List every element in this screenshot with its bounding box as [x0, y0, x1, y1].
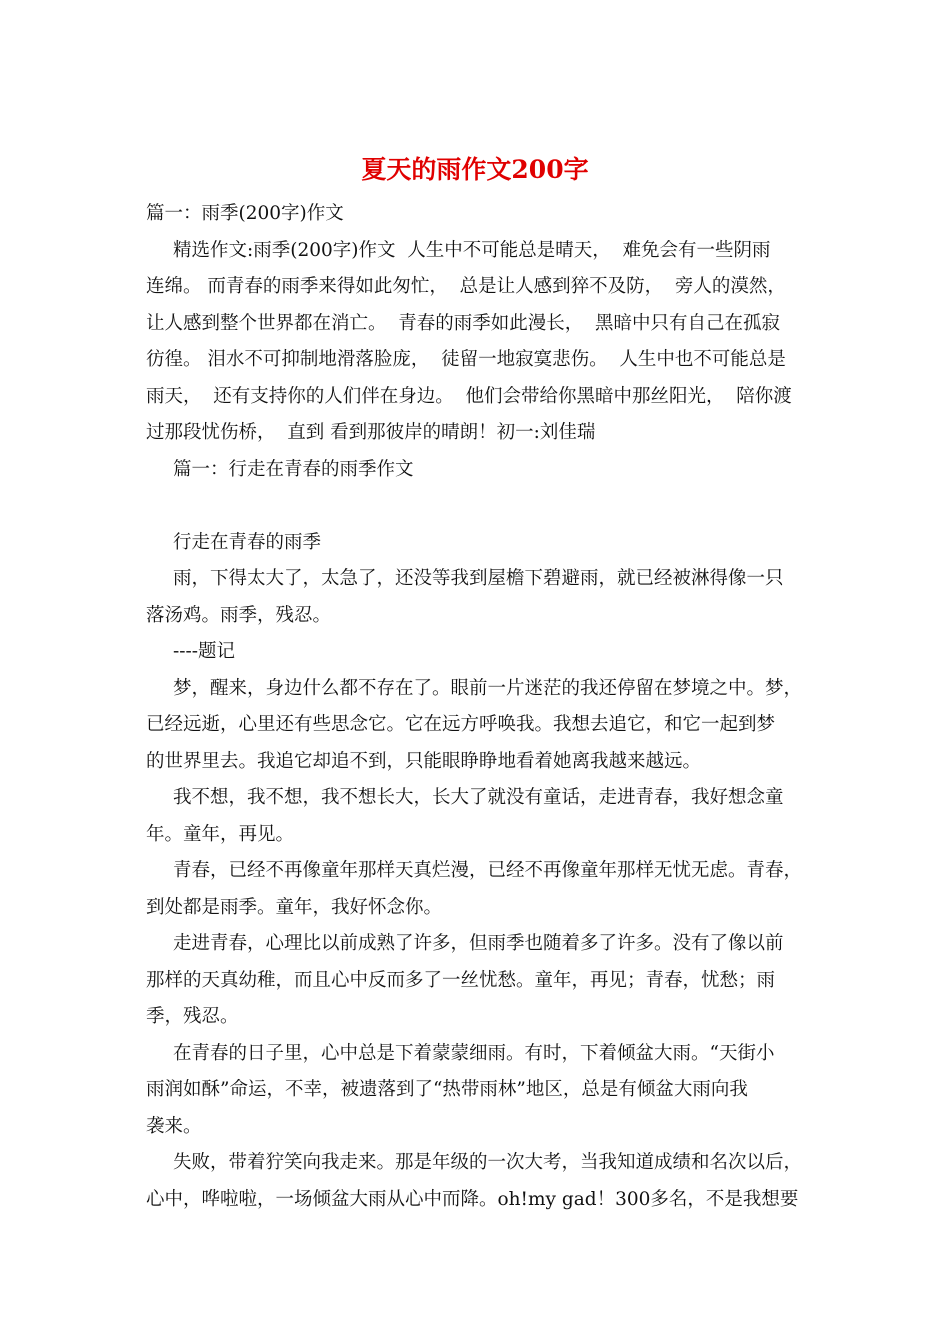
- text-line: 失败，带着狞笑向我走来。那是年级的一次大考，当我知道成绩和名次以后，: [173, 1152, 803, 1173]
- text-line: 落汤鸡。雨季，残忍。: [146, 604, 332, 626]
- text-line: 篇一：雨季(200字)作文: [146, 203, 344, 224]
- text-line: 雨天， 还有支持你的人们伴在身边。 他们会带给你黑暗中那丝阳光， 陪你渡: [146, 385, 792, 407]
- text-line: 到处都是雨季。童年，我好怀念你。: [146, 896, 443, 918]
- text-line: ----题记: [173, 641, 236, 662]
- text-line: 篇一：行走在青春的雨季作文: [173, 458, 414, 480]
- text-line: 让人感到整个世界都在消亡。 青春的雨季如此漫长， 黑暗中只有自己在孤寂: [146, 312, 781, 334]
- text-line: 在青春的日子里，心中总是下着蒙蒙细雨。有时，下着倾盆大雨。“天街小: [173, 1042, 775, 1064]
- text-line: 季，残忍。: [146, 1006, 239, 1027]
- text-line: 的世界里去。我追它却追不到，只能眼睁睁地看着她离我越来越远。: [146, 750, 702, 772]
- text-line: 梦，醒来，身边什么都不存在了。眼前一片迷茫的我还停留在梦境之中。梦，: [173, 677, 803, 699]
- text-line: 行走在青春的雨季: [173, 531, 322, 553]
- text-line: 那样的天真幼稚，而且心中反而多了一丝忧愁。童年，再见；青春，忧愁；雨: [146, 969, 776, 991]
- text-line: 青春，已经不再像童年那样天真烂漫，已经不再像童年那样无忧无虑。青春，: [173, 860, 803, 881]
- text-line: 已经远逝，心里还有些思念它。它在远方呼唤我。我想去追它，和它一起到梦: [146, 714, 776, 735]
- text-line: 我不想，我不想，我不想长大，长大了就没有童话，走进青春，我好想念童: [173, 787, 784, 808]
- text-line: 袭来。: [146, 1115, 202, 1137]
- text-line: 雨润如酥”命运，不幸，被遗落到了“热带雨林”地区，总是有倾盆大雨向我: [146, 1079, 748, 1100]
- text-line: 连绵。 而青春的雨季来得如此匆忙， 总是让人感到猝不及防， 旁人的漠然，: [146, 276, 786, 297]
- text-line: 过那段忧伤桥， 直到 看到那彼岸的晴朗！初一:刘佳瑞: [146, 422, 596, 443]
- text-line: 彷徨。 泪水不可抑制地滑落脸庞， 徒留一地寂寞悲伤。 人生中也不可能总是: [146, 349, 786, 370]
- text-line: 雨，下得太大了，太急了，还没等我到屋檐下碧避雨，就已经被淋得像一只: [173, 568, 784, 589]
- text-line: 走进青春，心理比以前成熟了许多，但雨季也随着多了许多。没有了像以前: [173, 933, 784, 954]
- text-line: 精选作文:雨季(200字)作文 人生中不可能总是晴天， 难免会有一些阴雨: [173, 239, 771, 261]
- blank-line: [146, 488, 816, 525]
- text-line: 心中，哗啦啦，一场倾盆大雨从心中而降。oh!my gad！300多名，不是我想要: [146, 1188, 799, 1210]
- document-body: [146, 196, 816, 1218]
- document-title: 夏天的雨作文200字: [361, 155, 589, 184]
- text-line: 年。童年，再见。: [146, 823, 295, 845]
